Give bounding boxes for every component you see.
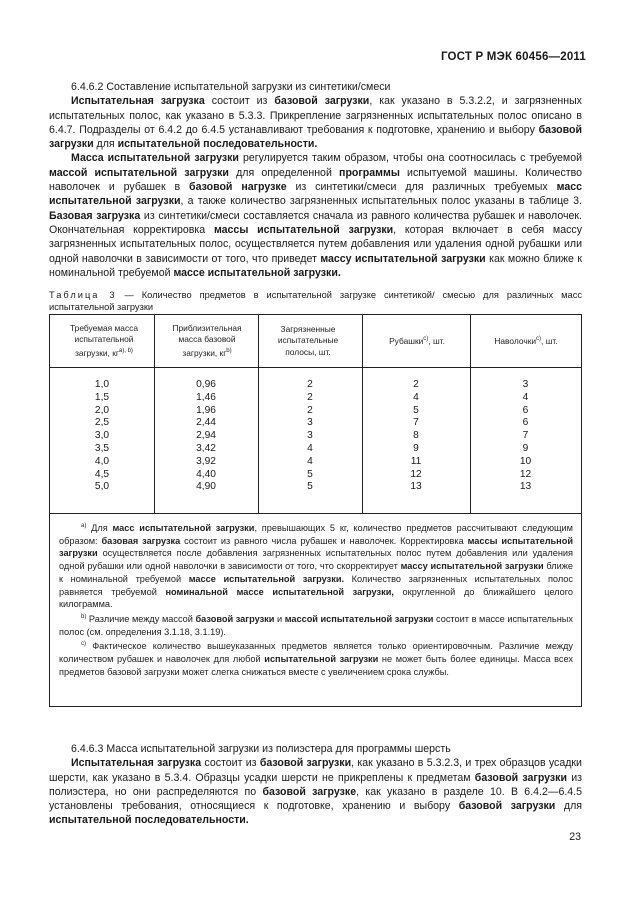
- table-column-required-mass: [50, 379, 154, 494]
- table-cell: 5: [307, 468, 313, 480]
- header-label: Рубашки: [389, 336, 424, 347]
- bold-term: номинальной массе испытательной загрузки,: [165, 586, 394, 597]
- table-cell: 1,5: [94, 391, 110, 403]
- text-run: регулируется таким образом, чтобы она соотносилась с требуемой: [238, 152, 582, 165]
- table-cell: 4,40: [196, 468, 216, 480]
- table-caption-text: — Количество предметов в испытательной загрузке синтетикой/ смесью для различных масс испытательной загрузки: [49, 290, 582, 313]
- text-run: состоит из: [201, 757, 260, 770]
- footnote-c: [59, 638, 573, 678]
- section-paragraph: [49, 94, 582, 151]
- text-run: состоит из равного числа рубашек и наволочек. Корректировка: [180, 535, 468, 546]
- section-paragraph: [49, 756, 582, 827]
- text-run: не может быть более единицы. Масса всех предметов базовой загрузки может слегка снижаться вместе с увеличением срока службы.: [59, 654, 573, 677]
- table-cell: 13: [519, 481, 532, 493]
- table-cell: 9: [522, 442, 529, 454]
- header-label: Приблизительная масса базовой загрузки, кг: [172, 322, 242, 358]
- text-run: состоит из: [204, 95, 275, 108]
- footnote-ref: b): [226, 347, 232, 354]
- bold-term: базовой загрузки: [259, 757, 352, 770]
- bold-term: базовой загрузки: [458, 800, 556, 813]
- table-column-shirts: [362, 379, 470, 494]
- text-run: , которая включает в себя массу загрязненных испытательных полос, осуществляется путем добавления или удаления одной рубашки или одной наволочки в зависимости от того, что приведет: [49, 223, 582, 265]
- table-header-row: [50, 315, 581, 368]
- table-column-test-strips: [258, 379, 362, 494]
- header-text: [494, 334, 557, 347]
- bold-term: базовой загрузки: [195, 614, 275, 625]
- footnote-ref: a), b): [118, 347, 133, 354]
- bold-term: базовой загрузки: [474, 771, 567, 784]
- table-cell: 3,5: [94, 442, 110, 454]
- bold-term: программы: [339, 166, 400, 179]
- table-cell: 7: [522, 430, 529, 442]
- bold-term: Испытательная загрузка: [71, 757, 202, 770]
- section-6-4-6-3: [49, 742, 582, 828]
- bold-term: испытательной последовательности.: [49, 814, 249, 827]
- text-run: Количество загрязненных испытательных полос равняется требуемой: [59, 573, 573, 597]
- bold-term: базовой нагрузке: [189, 181, 287, 194]
- table-cell: 6: [522, 417, 529, 429]
- table-cell: 1,96: [196, 404, 216, 416]
- table-cell: 0,96: [196, 379, 216, 390]
- text-run: ближе к номинальной требуемой: [59, 561, 573, 584]
- table-cell: 13: [410, 481, 422, 493]
- table-cell: 4,5: [94, 468, 110, 480]
- table-cell: 1,46: [196, 391, 216, 403]
- text-run: для: [555, 800, 582, 813]
- header-label: Загрязненные испытательные полосы, шт.: [277, 323, 339, 357]
- text-run: Различие между массой: [86, 614, 196, 625]
- table-notes-divider: [50, 513, 581, 514]
- section-paragraph: [49, 151, 582, 280]
- text-run: округленной до ближайшего целого килограмма.: [59, 586, 573, 610]
- table-header-cell: [165, 315, 249, 367]
- text-run: для определенной: [228, 166, 340, 179]
- text-run: осуществляется после добавления загрязненных испытательных полос путем добавления или удаления одной рубашки или одной наволочки в зависимости от того, что скорректирует: [59, 548, 573, 572]
- table-caption-label: Таблица 3: [49, 290, 117, 300]
- text-run: Для: [86, 523, 113, 534]
- table-column-base-load-mass: [154, 379, 258, 494]
- table-cell: 3: [522, 379, 529, 390]
- text-run: для: [93, 138, 118, 151]
- table-cell: 8: [413, 430, 419, 442]
- bold-term: масс испытательной загрузки: [112, 523, 255, 534]
- table-cell: 4: [413, 391, 419, 403]
- header-unit: , шт.: [428, 336, 445, 347]
- bold-term: массе испытательной загрузки.: [173, 266, 341, 279]
- table-cell: 12: [519, 468, 532, 480]
- text-run: из полиэстера, но они распределяются по: [49, 771, 583, 798]
- text-run: , а также количество загрязненных испытательных полос указаны в таблице 3.: [180, 195, 582, 208]
- page-number: 23: [569, 831, 581, 843]
- header-label: Наволочки: [494, 336, 537, 347]
- table-cell: 9: [413, 442, 419, 454]
- section-heading: 6.4.6.2 Составление испытательной загрузки из синтетики/смеси: [71, 81, 391, 93]
- footnote-b: [59, 611, 573, 638]
- text-run: , превышающих 5 кг, количество предметов рассчитывают следующим образом:: [59, 523, 574, 546]
- text-run: из синтетики/смеси составляется сначала из равного количества рубашек и наволочек. Окончательная корректировка: [49, 209, 582, 236]
- table-column-pillowcases: [470, 379, 581, 494]
- table-cell: 12: [410, 468, 422, 480]
- table-header-cell: [472, 315, 580, 367]
- header-text: [268, 324, 348, 359]
- footnote-a: [59, 520, 573, 611]
- text-run: Фактическое количество вышеуказанных предметов является только ориентировочным. Различие между количеством рубашек и наволочек для любой: [59, 641, 573, 665]
- document-header: ГОСТ Р МЭК 60456—2011: [440, 51, 586, 63]
- text-run: , как указано в разделе 10. В 6.4.2—6.4.5 установлены требования, относящиеся к подготовке, хранению и выбору: [49, 785, 583, 813]
- table-cell: 2: [307, 379, 313, 390]
- data-table: [49, 314, 582, 707]
- bold-term: масс испытательной загрузки: [49, 181, 582, 208]
- table-cell: 3: [307, 417, 313, 429]
- bold-term: Масса испытательной загрузки: [71, 152, 239, 165]
- table-cell: 11: [410, 455, 422, 467]
- table-header-cell: [368, 315, 466, 367]
- section-6-4-6-2: [49, 80, 582, 280]
- table-cell: 2: [307, 404, 313, 416]
- header-text: [165, 323, 249, 359]
- bold-term: базовой загрузки: [274, 95, 370, 108]
- text-run: как можно ближе к номинальной требуемой: [49, 252, 582, 279]
- table-cell: 4: [522, 391, 529, 403]
- bold-term: Базовая загрузка: [49, 209, 141, 222]
- table-cell: 3,0: [94, 430, 110, 442]
- table-cell: 4: [307, 442, 313, 454]
- table-cell: 4,90: [196, 481, 216, 493]
- text-run: , как указано в 5.3.2.2, и загрязненных испытательных полос, как указано в 5.3.3. Прикрепление загрязненных испытательных полос описано в 6.4.7. Подразделы от 6.4.2 до 6.4.5 устанавливают требования к подготовке, хранению и выбору: [49, 95, 582, 136]
- table-header-cell: [62, 315, 146, 367]
- footnote-mark: a): [81, 523, 87, 529]
- table-cell: 2,94: [196, 430, 216, 442]
- bold-term: Испытательная загрузка: [71, 95, 205, 108]
- header-text: [389, 334, 445, 347]
- header-unit: , шт.: [541, 336, 558, 347]
- bold-term: базовая загрузка: [101, 535, 181, 546]
- text-run: состоит в массе испытательных полос (см. определения 3.1.18, 3.1.19).: [59, 614, 573, 637]
- table-cell: 2,44: [196, 417, 216, 429]
- table-cell: 5: [307, 481, 313, 493]
- header-text: [62, 323, 146, 359]
- bold-term: массу испытательной загрузки: [400, 561, 544, 572]
- text-run: из синтетики/смеси для различных требуемых: [286, 181, 557, 194]
- table-cell: 2: [307, 391, 313, 403]
- footnote-ref: c): [536, 336, 542, 343]
- bold-term: массе испытательной загрузки.: [188, 573, 345, 584]
- bold-term: массы испытательной загрузки: [59, 535, 573, 559]
- bold-term: испытательной последовательности.: [117, 138, 318, 151]
- bold-term: массы испытательной загрузки: [213, 223, 394, 236]
- text-run: и: [274, 614, 285, 625]
- table-cell: 2: [413, 379, 419, 390]
- table-cell: 7: [413, 417, 419, 429]
- bold-term: базовой загрузки: [49, 123, 582, 151]
- bold-term: базовой загрузке: [262, 785, 357, 798]
- table-cell: 5,0: [94, 481, 110, 493]
- bold-term: массу испытательной загрузки: [320, 252, 486, 265]
- table-cell: 4,0: [94, 455, 110, 467]
- table-footnotes: [59, 520, 573, 679]
- table-cell: 1,0: [94, 379, 110, 390]
- table-cell: 2,5: [94, 417, 110, 429]
- table-cell: 3: [307, 430, 313, 442]
- table-header-cell: [268, 315, 348, 367]
- text-run: , как указано в 5.3.2.3, и трех образцов усадки шерсти, как указано в 5.3.4. Образцы усадки шерсти не прикреплены к предметам: [49, 757, 582, 784]
- bold-term: массой испытательной загрузки: [284, 614, 434, 625]
- section-heading: 6.4.6.3 Масса испытательной загрузки из полиэстера для программы шерсть: [71, 743, 451, 755]
- table-cell: 3,92: [196, 455, 216, 467]
- footnote-mark: c): [81, 641, 86, 648]
- bold-term: испытательной загрузки: [264, 654, 379, 665]
- bold-term: массой испытательной загрузки: [49, 166, 229, 179]
- header-label: Требуемая масса испытательной загрузки, кг: [70, 322, 138, 358]
- table-cell: 10: [519, 455, 532, 467]
- table-cell: 5: [413, 404, 419, 416]
- footnote-mark: b): [81, 613, 87, 620]
- table-caption: [49, 289, 582, 314]
- table-cell: 3,42: [196, 442, 216, 454]
- table-cell: 4: [307, 455, 313, 467]
- footnote-ref: c): [423, 336, 429, 343]
- table-cell: 2,0: [94, 404, 110, 416]
- text-run: испытуемой машины. Количество наволочек и рубашек в: [49, 166, 582, 194]
- table-cell: 6: [522, 404, 529, 416]
